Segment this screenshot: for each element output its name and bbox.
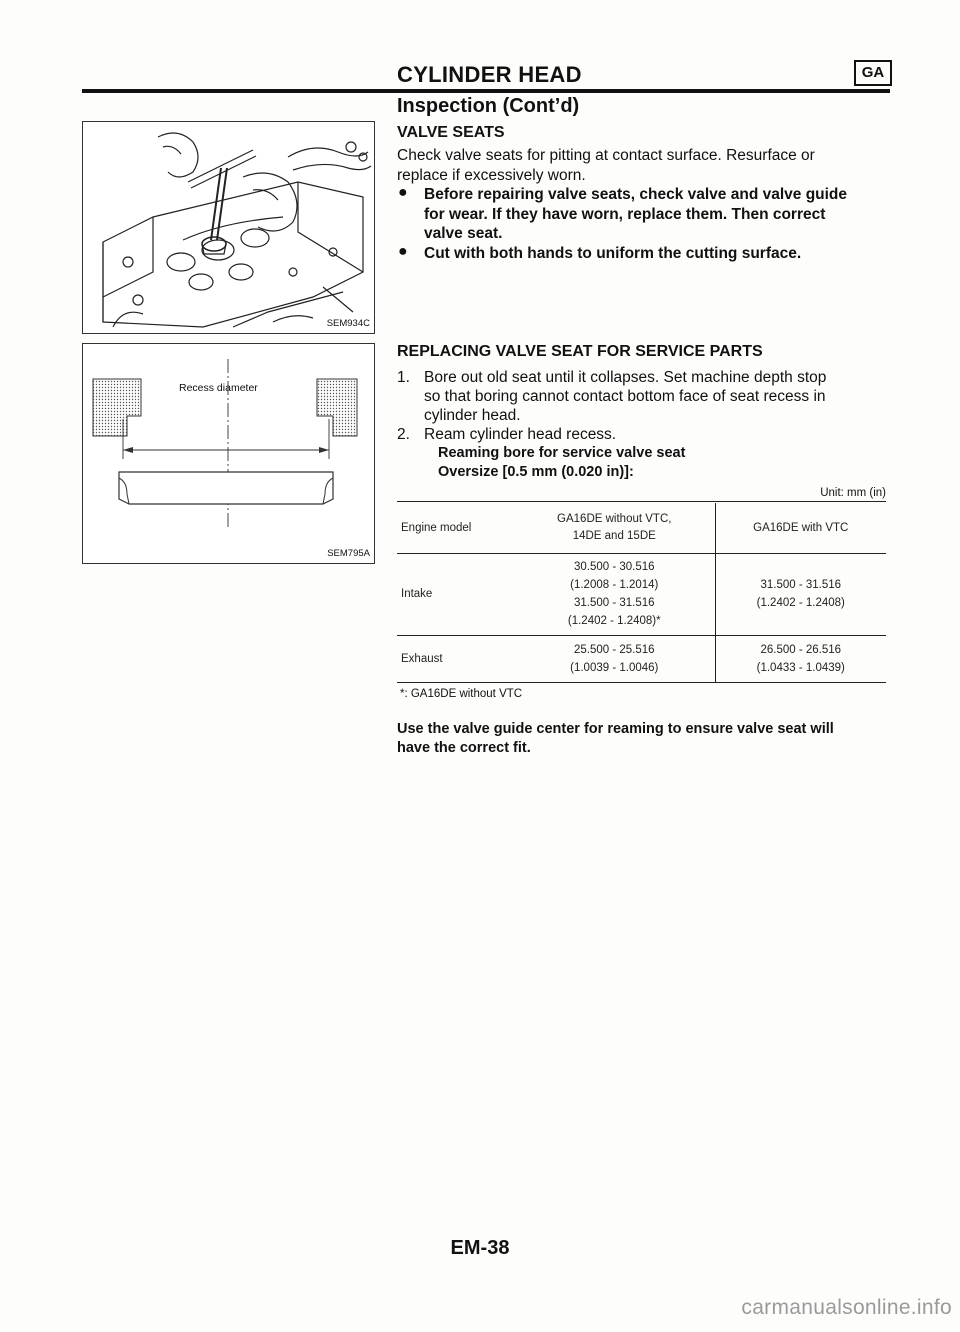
exhaust-col3-line1: 26.500 - 26.516 — [760, 643, 842, 656]
header-engine-model: Engine model — [401, 521, 472, 534]
exhaust-without-vtc-values — [514, 635, 715, 682]
step2-bold-line1: Reaming bore for service valve seat — [438, 445, 686, 461]
bullet1-line3: valve seat. — [424, 225, 503, 242]
intake-col3-line1: 31.500 - 31.516 — [760, 579, 842, 591]
engine-badge: GA — [854, 60, 892, 86]
section-title: Inspection (Cont’d) — [397, 95, 580, 117]
bullet-dot-2: ● — [398, 243, 408, 260]
exhaust-col2-line1: 25.500 - 25.516 — [573, 643, 655, 656]
recess-diameter-figure — [82, 343, 375, 564]
bullet-dot-1: ● — [398, 184, 408, 201]
intake-col2-line1: 30.500 - 30.516 — [573, 561, 655, 573]
reaming-bore-table — [397, 503, 886, 683]
closing-note-line1: Use the valve guide center for reaming to ensure valve seat will — [397, 721, 834, 737]
bullet1-line1: Before repairing valve seats, check valve and valve guide — [424, 186, 848, 203]
table-header-row — [397, 503, 886, 553]
exhaust-with-vtc-values — [715, 635, 886, 682]
table-footnote: *: GA16DE without VTC — [400, 688, 523, 700]
intake-label: Intake — [401, 588, 433, 600]
exhaust-col2-line2: (1.0039 - 1.0046) — [570, 661, 659, 674]
replacing-heading: REPLACING VALVE SEAT FOR SERVICE PARTS — [397, 343, 763, 360]
valve-seats-heading: VALVE SEATS — [397, 124, 505, 141]
page-header-title: CYLINDER HEAD — [397, 62, 582, 87]
valve-seats-intro-line2: replace if excessively worn. — [397, 167, 586, 184]
valve-seat-cutting-figure — [82, 121, 375, 334]
table-row-exhaust — [397, 635, 886, 682]
table-row-intake — [397, 553, 886, 635]
header-ga16de-with-vtc: GA16DE with VTC — [753, 521, 849, 534]
table-top-rule — [397, 501, 886, 502]
step1-line3: cylinder head. — [424, 407, 521, 424]
intake-col3-line2: (1.2402 - 1.2408) — [756, 597, 845, 609]
header-ga16de-without-vtc — [514, 503, 715, 553]
bullet1-line2: for wear. If they have worn, replace them. Then correct — [424, 206, 826, 223]
figure2-code: SEM795A — [327, 548, 370, 559]
watermark: carmanualsonline.info — [741, 1296, 952, 1319]
intake-col2-line2: (1.2008 - 1.2014) — [570, 579, 659, 591]
step1-number: 1. — [397, 369, 410, 386]
step1-line1: Bore out old seat until it collapses. Set machine depth stop — [424, 369, 827, 386]
valve-seat-cutting-illustration — [83, 122, 374, 333]
valve-seats-intro-line1: Check valve seats for pitting at contact surface. Resurface or — [397, 147, 815, 164]
step1-line2: so that boring cannot contact bottom face of seat recess in — [424, 388, 826, 405]
recess-diameter-diagram — [83, 344, 374, 563]
step2-bold-line2: Oversize [0.5 mm (0.020 in)]: — [438, 464, 634, 480]
intake-with-vtc-values — [715, 553, 886, 635]
exhaust-col3-line2: (1.0433 - 1.0439) — [756, 661, 845, 674]
intake-without-vtc-values — [514, 553, 715, 635]
step2-line1: Ream cylinder head recess. — [424, 426, 617, 443]
page-number: EM-38 — [450, 1237, 510, 1259]
recess-diameter-label: Recess diameter — [179, 382, 258, 394]
figure1-code: SEM934C — [326, 318, 370, 329]
closing-note-line2: have the correct fit. — [397, 740, 531, 756]
header-rule — [82, 89, 890, 93]
header-col2-line1: GA16DE without VTC, — [557, 512, 672, 525]
intake-col2-line4: (1.2402 - 1.2408)* — [567, 615, 661, 627]
exhaust-label: Exhaust — [401, 652, 443, 665]
step2-number: 2. — [397, 426, 410, 443]
header-col2-line2: 14DE and 15DE — [572, 529, 656, 542]
bullet2-text: Cut with both hands to uniform the cutting surface. — [424, 245, 802, 262]
intake-col2-line3: 31.500 - 31.516 — [573, 597, 655, 609]
table-unit: Unit: mm (in) — [820, 487, 886, 499]
